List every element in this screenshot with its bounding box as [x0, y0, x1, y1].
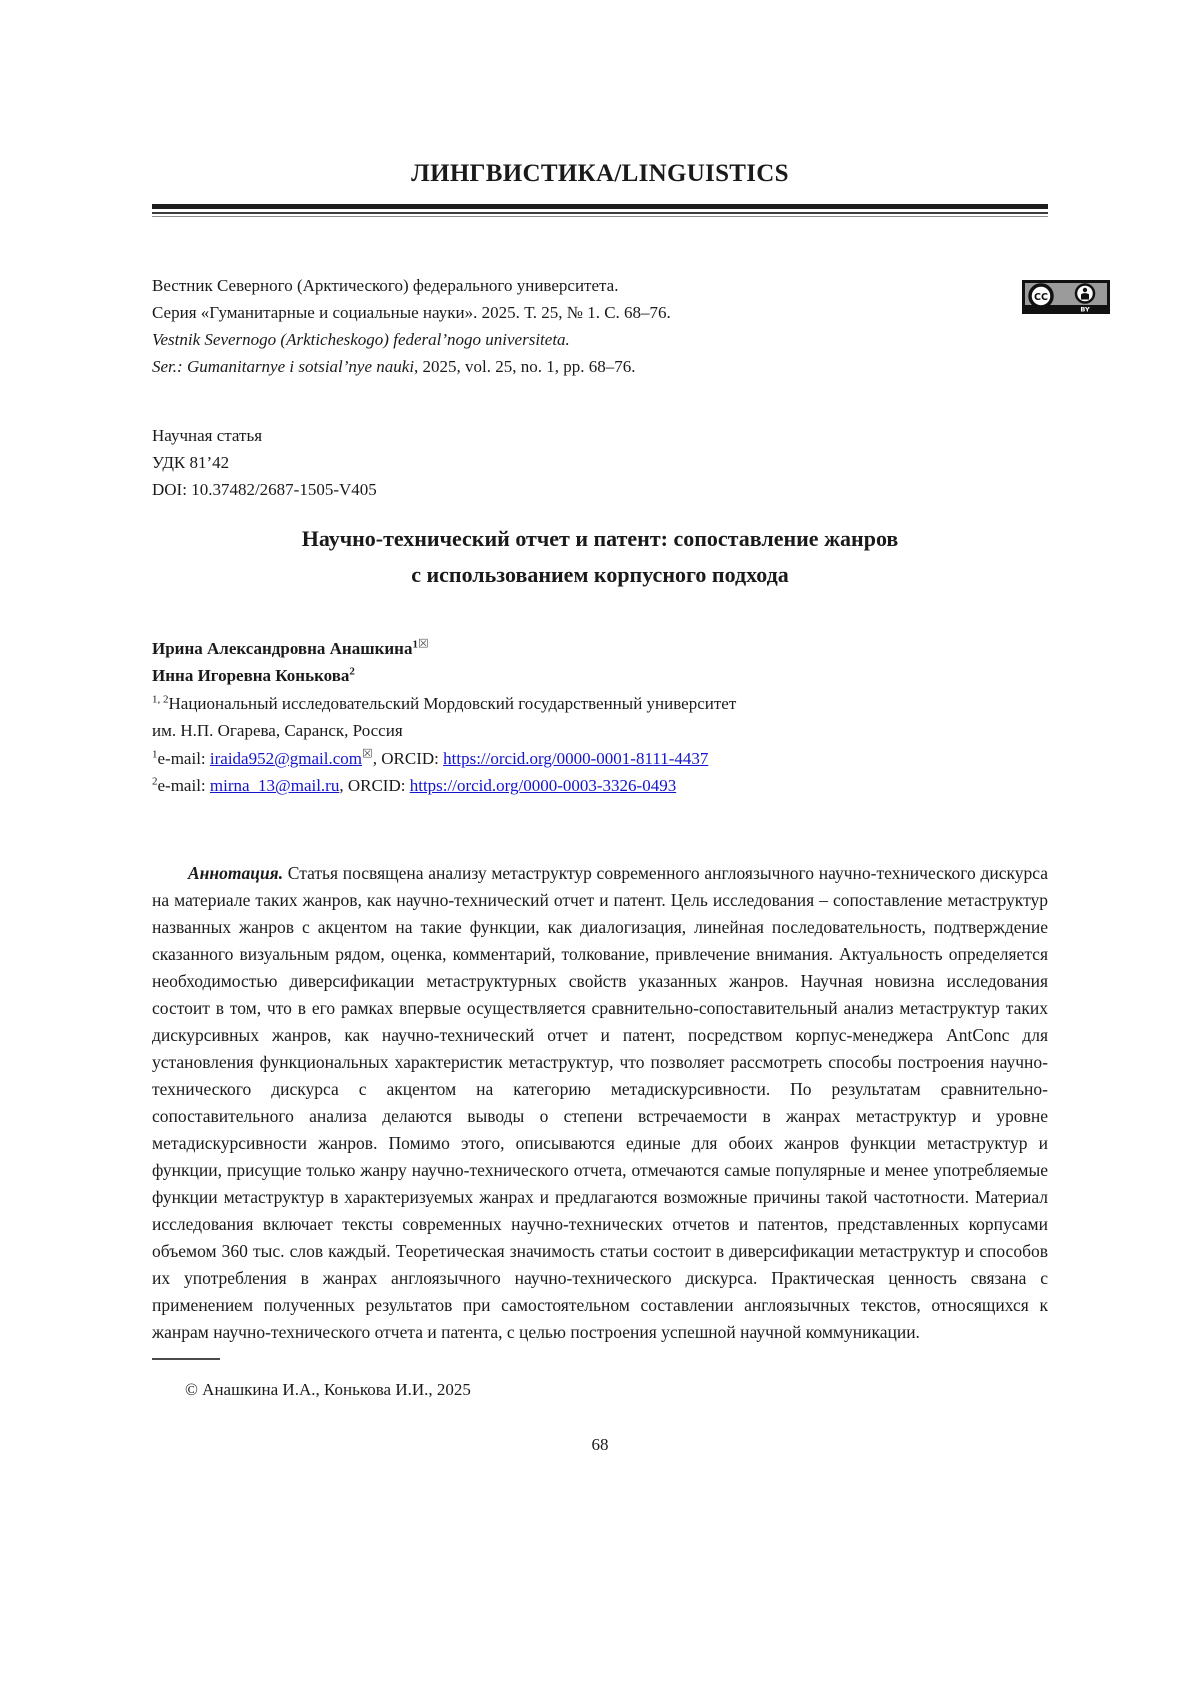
- email-2-label: e-mail:: [157, 776, 210, 796]
- citation-block: [152, 272, 1090, 380]
- citation-line-translit-2: [152, 353, 671, 380]
- cc-by-badge: [1022, 280, 1110, 319]
- author-1-name: Ирина Александровна Анашкина: [152, 638, 413, 658]
- affiliation-text-1: Национальный исследовательский Мордовский государственный университет: [168, 693, 737, 713]
- abstract-text: Статья посвящена анализу метаструктур современного англоязычного научно-технического дискурса на материале таких жанров, как научно-технический отчет и патент. Цель исследования – сопоставление метаструктур названных жанров с акцентом на такие функции, как диалогизация, линейная последовательность, подтверждение сказанного визуальным рядом, оценка, комментарий, толкование, привлечение внимания. Актуальность определяется необходимостью диверсификации метаструктурных свойств указанных жанров. Научная новизна исследования состоит в том, что в его рамках впервые осуществляется сравнительно-сопоставительный анализ метаструктур таких дискурсивных жанров, как научно-технический отчет и патент, посредством корпус-менеджера AntConc для установления функциональных характеристик метаструктур, что позволяет рассмотреть способы построения научно-технического дискурса с акцентом на категорию метадискурсивности. По результатам сравнительно-сопоставительного анализа делаются выводы о степени встречаемости в жанрах метаструктур и уровне метадискурсивности жанров. Помимо этого, описываются единые для обоих жанров функции метаструктур и функции, присущие только жанру научно-технического отчета, отмечаются самые популярные и менее употребляемые функции метаструктур в характеризуемых жанрах и предлагаются возможные причины такой частотности. Материал исследования включает тексты современных научно-технических отчетов и патентов, представленных корпусами объемом 360 тыс. слов каждый. Теоретическая значимость статьи состоит в диверсификации метаструктур и способов их употребления в жанрах англоязычного научно-технического дискурса. Практическая ценность связана с применением полученных результатов при самостоятельном составлении англоязычных текстов, относящихся к жанрам научно-технического отчета и патента, с целью построения успешной научной коммуникации.: [152, 862, 1048, 1342]
- article-title: [152, 521, 1048, 593]
- author-1: [152, 635, 1048, 663]
- affiliation-line-1: [152, 690, 1048, 718]
- doi-number: DOI: 10.37482/2687-1505-V405: [152, 479, 377, 499]
- orcid-link-2[interactable]: https://orcid.org/0000-0003-3326-0493: [409, 776, 677, 796]
- orcid-1-prefix: , ORCID:: [372, 748, 444, 768]
- section-header: ЛИНГВИСТИКА/LINGUISTICS: [411, 160, 789, 187]
- footnote-rule: [152, 1358, 220, 1360]
- abstract-label: Аннотация.: [188, 862, 284, 883]
- author-2-sup: 2: [349, 665, 355, 678]
- affiliation-line-2: им. Н.П. Огарева, Саранск, Россия: [152, 721, 403, 741]
- by-label: BY: [1080, 305, 1090, 314]
- email-line-1: [152, 745, 1048, 773]
- citation-line-ru-1: Вестник Северного (Арктического) федерального университета.: [152, 275, 619, 295]
- email-link-2[interactable]: mirna_13@mail.ru: [209, 776, 340, 796]
- email-2-sup: 2: [152, 775, 158, 788]
- orcid-link-1[interactable]: https://orcid.org/0000-0001-8111-4437: [443, 748, 709, 768]
- header-rule-thin: [152, 216, 1048, 217]
- copyright-line: © Анашкина И.А., Конькова И.И., 2025: [185, 1379, 471, 1399]
- citation-translit-details: , 2025, vol. 25, no. 1, pp. 68–76.: [414, 356, 636, 376]
- bibliographic-citation: [152, 272, 671, 380]
- cc-by-icon: [1022, 280, 1110, 314]
- author-1-sup: 1: [412, 638, 418, 651]
- authors-block: [152, 635, 1048, 800]
- citation-translit-journal: Ser.: Gumanitarnye i sotsial’nye nauki: [152, 356, 415, 376]
- article-meta: [152, 422, 1048, 503]
- page-number: 68: [591, 1434, 609, 1454]
- email-link-1[interactable]: iraida952@gmail.com: [209, 748, 362, 768]
- header-rule-thick: [152, 204, 1048, 209]
- abstract-paragraph: [152, 860, 1048, 1346]
- envelope-icon: ☒: [417, 636, 429, 651]
- affiliation-sup: 1, 2: [152, 693, 169, 706]
- cc-label: CC: [1034, 291, 1048, 303]
- citation-line-ru-2: Серия «Гуманитарные и социальные науки». 2025. Т. 25, № 1. С. 68–76.: [152, 302, 671, 322]
- article-title-line-1: Научно-технический отчет и патент: сопоставление жанров: [301, 525, 899, 551]
- citation-line-translit-1: Vestnik Severnogo (Arkticheskogo) federal’nogo universiteta.: [152, 329, 570, 349]
- header-rule-mid: [152, 212, 1048, 214]
- email-1-label: e-mail:: [157, 748, 210, 768]
- author-2: [152, 662, 1048, 690]
- article-title-line-2: с использованием корпусного подхода: [411, 561, 789, 587]
- udc-number: УДК 81’42: [152, 452, 230, 472]
- envelope-icon: ☒: [362, 746, 373, 761]
- orcid-2-prefix: , ORCID:: [339, 776, 410, 796]
- email-line-2: [152, 772, 1048, 800]
- article-type: Научная статья: [152, 425, 263, 445]
- author-2-name: Инна Игоревна Конькова: [152, 666, 350, 686]
- email-1-sup: 1: [152, 748, 158, 761]
